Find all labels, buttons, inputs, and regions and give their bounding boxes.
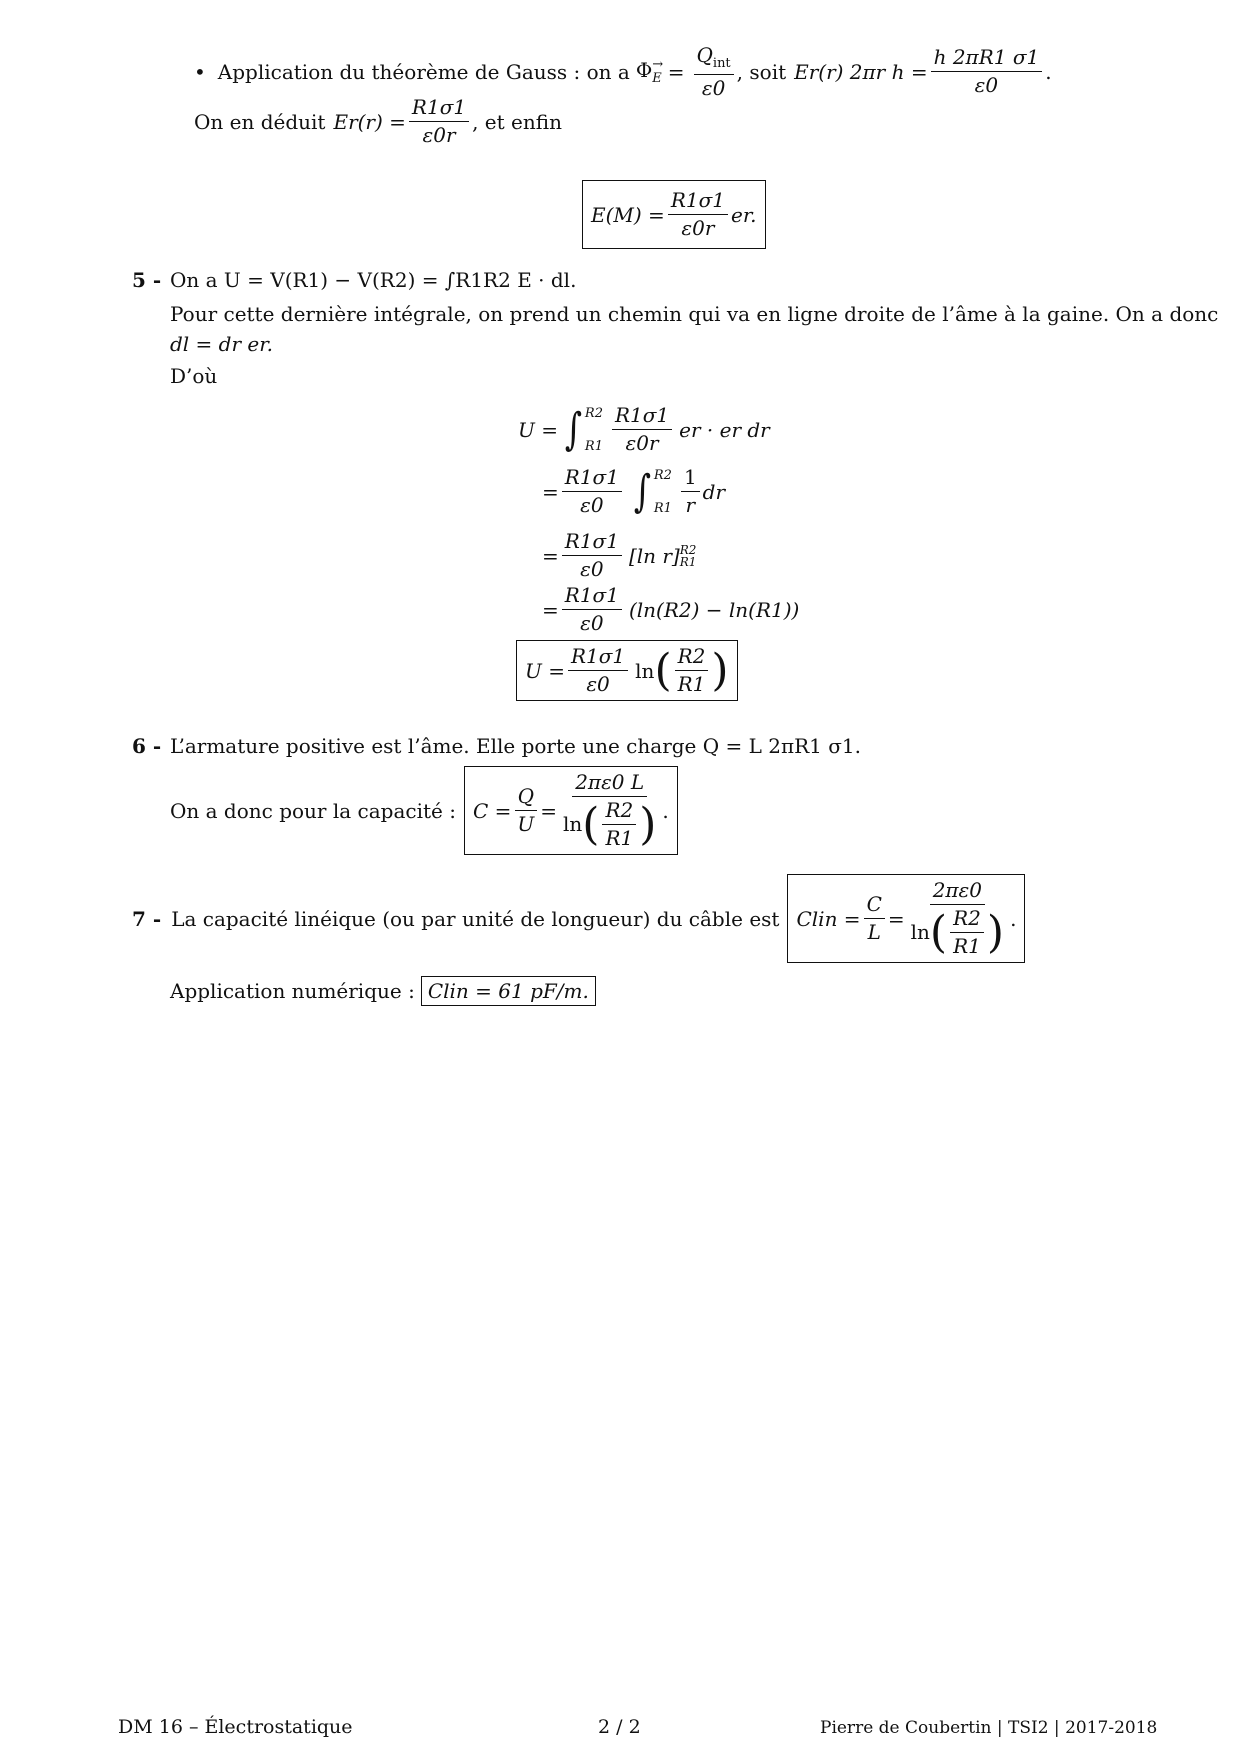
deduit-text: On en déduit — [194, 109, 326, 134]
question-5-number: 5 - — [132, 268, 162, 292]
eq-line-3: = $\frac{R1\sigma 1}{\varepsilon 0}$ [ln r] R2 R1 — [542, 529, 697, 581]
gauss-line: • Application du théorème de Gauss : on a Φ→ E = $\frac{Q_{int}}{\varepsilon 0}$ , soit Er(r) 2πr h = $\frac{h 2\pi R1 \sigma 1}{\varepsilon 0}$ . — [194, 44, 1052, 100]
field-lhs: E(M) = — [591, 202, 665, 227]
footer-left: DM 16 – Électrostatique — [118, 1716, 353, 1738]
q5-line2: Pour cette dernière intégrale, on prend un chemin qui va en ligne droite de l’âme à la gaine. On a donc — [170, 302, 1219, 326]
fraction-qint-eps0: $\frac{Q_{int}}{\varepsilon 0}$ — [694, 44, 734, 100]
soit-text: , soit — [736, 59, 787, 84]
field-rhs: er. — [730, 202, 757, 227]
numeric-application-line — [170, 976, 596, 1006]
q5-line3: dl = dr er. — [170, 332, 273, 356]
et-enfin-text: , et enfin — [472, 109, 562, 134]
deduction-line — [194, 96, 562, 147]
boxed-voltage-result: U = $\frac{R1\sigma 1}{\varepsilon 0}$ ln ( $\frac{R2}{R1}$ ) — [516, 640, 738, 701]
q7-line — [132, 874, 1025, 963]
bullet: • — [194, 59, 206, 84]
flux-expression: Er(r) 2πr h = — [794, 59, 928, 84]
q6-lead-text: On a donc pour la capacité : — [170, 798, 456, 823]
fraction-r1s1-eps0r: $\frac{R1\sigma 1}{\varepsilon 0r}$ — [409, 96, 469, 147]
boxed-capacity: C = $\frac{Q}{U}$ = 2πε0 L ln ( $\frac{R2}{R1}$ ) . — [464, 766, 678, 855]
boxed-numeric-result: Clin = 61 pF/m. — [421, 976, 596, 1006]
eq-line-2: = $\frac{R1\sigma 1}{\varepsilon 0}$ ∫ R2 R1 $\frac{1}{r}$ dr — [542, 465, 726, 517]
phi-symbol: Φ→ E — [636, 58, 662, 86]
footer-page-number: 2 / 2 — [598, 1716, 641, 1738]
q6-capacity-line — [170, 766, 678, 855]
question-7-number: 7 - — [132, 906, 162, 931]
footer-right: Pierre de Coubertin | TSI2 | 2017-2018 — [820, 1718, 1158, 1738]
question-6-number: 6 - — [132, 734, 162, 758]
q5-line4: D’où — [170, 364, 218, 388]
boxed-field-result — [582, 180, 766, 249]
boxed-linear-capacity: Clin = $\frac{C}{L}$ = 2πε0 ln ( $\frac{R2}{R1}$ ) . — [787, 874, 1025, 963]
q5-line1: On a U = V(R1) − V(R2) = ∫R1R2 E · dl. — [170, 268, 577, 292]
q7-lead-text: La capacité linéique (ou par unité de longueur) du câble est — [171, 906, 780, 931]
gauss-intro: Application du théorème de Gauss : on a — [217, 59, 630, 84]
er-of-r: Er(r) = — [333, 109, 406, 134]
fraction-h2piR1s1: $\frac{h 2\pi R1 \sigma 1}{\varepsilon 0}$ — [931, 46, 1043, 97]
eq-line-1: U = ∫ R2 R1 $\frac{R1\sigma 1}{\varepsilon 0r}$ er · er dr — [518, 403, 770, 455]
appli-text: Application numérique : — [170, 979, 415, 1003]
eq-line-4: = $\frac{R1\sigma 1}{\varepsilon 0}$ (ln(R2) − ln(R1)) — [542, 583, 800, 635]
q6-line1: L’armature positive est l’âme. Elle porte une charge Q = L 2πR1 σ1. — [170, 734, 861, 758]
fraction-field: $\frac{R1\sigma 1}{\varepsilon 0r}$ — [668, 189, 728, 240]
